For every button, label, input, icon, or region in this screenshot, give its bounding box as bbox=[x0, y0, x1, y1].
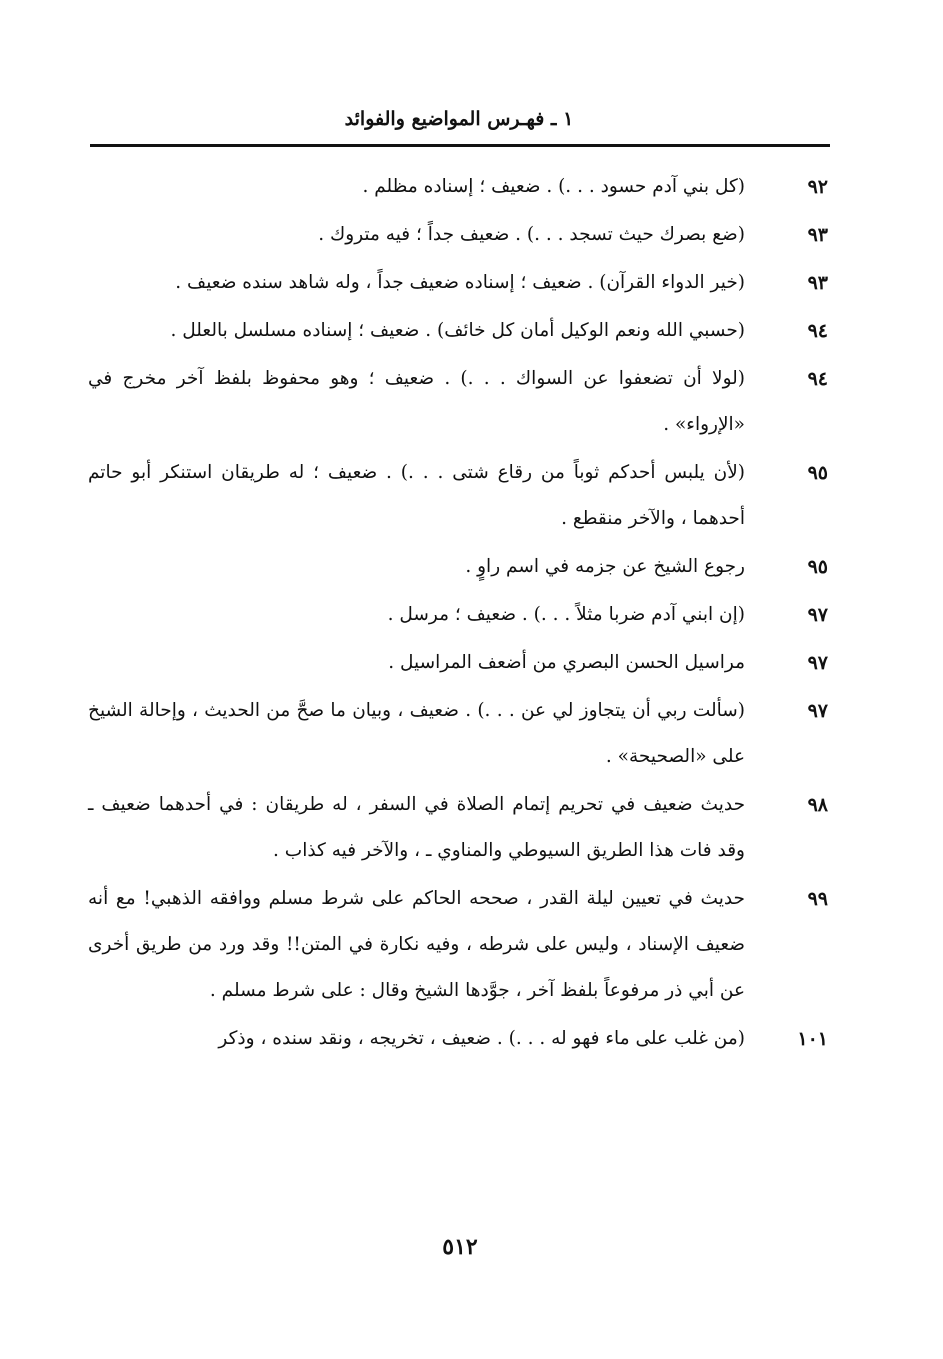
entry-text: (ضع بصرك حيث تسجد . . .) . ضعيف جداً ؛ فيه متروك . bbox=[318, 224, 745, 245]
entry-page-number: ٩٨ bbox=[807, 794, 828, 816]
index-entry bbox=[88, 260, 828, 306]
header-divider bbox=[90, 144, 830, 147]
entry-page-number: ٩٣ bbox=[807, 224, 828, 246]
index-entry bbox=[88, 308, 828, 354]
entry-text: (لولا أن تضعفوا عن السواك . . .) . ضعيف ؛ وهو محفوظ بلفظ آخر مخرج في «الإرواء» . bbox=[88, 368, 745, 435]
running-header-title: ١ ـ فهـرس المواضيع والفوائد bbox=[344, 108, 574, 130]
entry-text: حديث في تعيين ليلة القدر ، صححه الحاكم على شرط مسلم ووافقه الذهبي! مع أنه ضعيف الإسناد ، وليس على شرطه ، وفيه نكارة في المتن!! وقد ورد من طريق أخرى عن أبي ذر مرفوعاً بلفظ آخر ، جوَّدها الشيخ وقال : على شرط مسلم . bbox=[88, 888, 745, 1001]
index-entry bbox=[88, 212, 828, 258]
index-entry bbox=[88, 782, 828, 874]
entry-text: رجوع الشيخ عن جزمه في اسم راوٍ . bbox=[465, 556, 745, 577]
entry-text: (حسبي الله ونعم الوكيل أمان كل خائف) . ضعيف ؛ إسناده مسلسل بالعلل . bbox=[170, 320, 745, 341]
index-entry bbox=[88, 164, 828, 210]
entry-page-number: ٩٣ bbox=[807, 272, 828, 294]
index-entry bbox=[88, 450, 828, 542]
entry-text: (من غلب على ماء فهو له . . .) . ضعيف ، تخريجه ، ونقد سنده ، وذكر bbox=[218, 1028, 745, 1049]
entry-page-number: ٩٧ bbox=[807, 700, 828, 722]
index-entry-list bbox=[88, 164, 828, 1064]
index-entry bbox=[88, 876, 828, 1014]
entry-text: (لأن يلبس أحدكم ثوباً من رقاع شتى . . .) . ضعيف ؛ له طريقان استنكر أبو حاتم أحدهما ، والآخر منقطع . bbox=[88, 462, 745, 529]
index-entry bbox=[88, 592, 828, 638]
index-entry bbox=[88, 544, 828, 590]
index-entry bbox=[88, 1016, 828, 1062]
entry-text: (كل بني آدم حسود . . .) . ضعيف ؛ إسناده مظلم . bbox=[362, 176, 745, 197]
index-entry bbox=[88, 688, 828, 780]
entry-page-number: ٩٥ bbox=[807, 462, 828, 484]
entry-text: حديث ضعيف في تحريم إتمام الصلاة في السفر ، له طريقان : في أحدهما ضعيف ـ وقد فات هذا الطريق السيوطي والمناوي ـ ، والآخر فيه كذاب . bbox=[88, 794, 745, 861]
entry-page-number: ١٠١ bbox=[797, 1028, 828, 1050]
footer-page-number: ٥١٢ bbox=[442, 1234, 478, 1260]
entry-text: (إن ابني آدم ضربا مثلاً . . .) . ضعيف ؛ مرسل . bbox=[387, 604, 745, 625]
entry-page-number: ٩٧ bbox=[807, 652, 828, 674]
index-entry bbox=[88, 356, 828, 448]
index-entry bbox=[88, 640, 828, 686]
entry-text: (سألت ربي أن يتجاوز لي عن . . .) . ضعيف ، وبيان ما صحَّ من الحديث ، وإحالة الشيخ على «الصحيحة» . bbox=[88, 700, 745, 767]
entry-page-number: ٩٧ bbox=[807, 604, 828, 626]
entry-page-number: ٩٤ bbox=[807, 320, 828, 342]
entry-text: (خير الدواء القرآن) . ضعيف ؛ إسناده ضعيف جداً ، وله شاهد سنده ضعيف . bbox=[175, 272, 745, 293]
entry-text: مراسيل الحسن البصري من أضعف المراسيل . bbox=[388, 652, 745, 673]
entry-page-number: ٩٤ bbox=[807, 368, 828, 390]
entry-page-number: ٩٥ bbox=[807, 556, 828, 578]
entry-page-number: ٩٢ bbox=[807, 176, 828, 198]
entry-page-number: ٩٩ bbox=[807, 888, 828, 910]
